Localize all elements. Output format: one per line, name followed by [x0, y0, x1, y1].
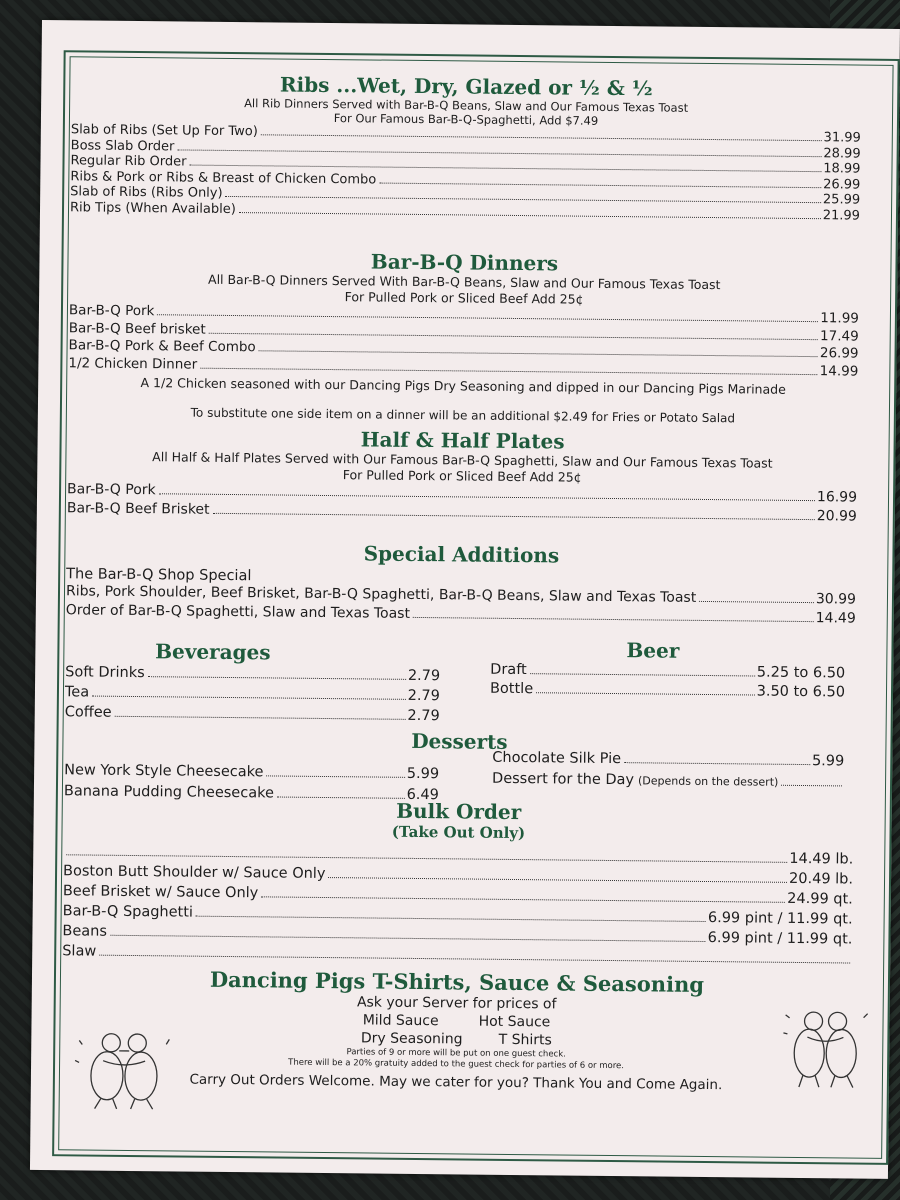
- menu-item-price: 20.49 lb.: [788, 870, 854, 888]
- menu-item-price: 26.99: [823, 176, 861, 193]
- menu-item-price: 11.99: [820, 310, 860, 327]
- half-title: Half & Half Plates: [360, 427, 565, 454]
- menu-item-row: [65, 702, 440, 726]
- dancing-pigs-right-icon: [779, 1003, 875, 1094]
- party-note-2: There will be a 20% gratuity added to the guest check for parties of 6 or more.: [288, 1057, 625, 1072]
- dot-leader: [209, 332, 818, 339]
- menu-item-name: Bar-B-Q Beef brisket: [68, 319, 206, 338]
- menu-item-name: Bar-B-Q Pork: [67, 481, 156, 499]
- mild-sauce-text: Mild Sauce: [362, 1012, 439, 1030]
- menu-item-price: 5.99: [406, 765, 440, 783]
- dot-leader: [99, 955, 850, 964]
- dancing-pigs-left-icon: [69, 1020, 180, 1111]
- menu-item-name: Order of Bar-B-Q Spaghetti, Slaw and Texas Toast: [65, 602, 411, 622]
- dot-leader: [110, 935, 706, 942]
- menu-item-price: 17.49: [819, 327, 859, 345]
- menu-item-name: Ribs & Pork or Ribs & Breast of Chicken Combo: [70, 168, 377, 188]
- menu-item-price: 24.99 qt.: [787, 890, 853, 908]
- menu-item-price: 2.79: [407, 687, 441, 705]
- menu-item-price: 30.99: [815, 591, 857, 608]
- menu-item-name: Boston Butt Shoulder w/ Sauce Only: [63, 863, 326, 883]
- dot-leader: [92, 696, 405, 700]
- half-note-2: For Pulled Pork or Sliced Beef Add 25¢: [342, 467, 582, 485]
- merch-section: [61, 965, 852, 1096]
- menu-item-name: New York Style Cheesecake: [64, 762, 264, 781]
- hot-sauce-text: Hot Sauce: [478, 1013, 551, 1031]
- dot-leader: [699, 601, 814, 603]
- menu-item-name: Beans: [62, 923, 108, 940]
- dinners-note-2: For Pulled Pork or Sliced Beef Add 25¢: [344, 289, 584, 307]
- dinners-section: [68, 246, 860, 427]
- menu-item-name: Bar-B-Q Pork & Beef Combo: [68, 337, 256, 356]
- bulk-subtitle: (Take Out Only): [391, 822, 526, 843]
- menu-item-price: 20.99: [816, 508, 857, 525]
- menu-item-name: Slab of Ribs (Ribs Only): [70, 184, 223, 201]
- menu-item-name: Regular Rib Order: [70, 153, 187, 170]
- menu-item-name: Banana Pudding Cheesecake: [63, 783, 275, 802]
- menu-item-name: Ribs, Pork Shoulder, Beef Brisket, Bar-B-Q Spaghetti, Bar-B-Q Beans, Slaw and Texas Toast: [65, 583, 697, 606]
- menu-item-name: Beef Brisket w/ Sauce Only: [62, 883, 259, 902]
- dot-leader: [261, 896, 785, 902]
- menu-item-price: 28.99: [823, 145, 861, 162]
- menu-item-note: (Depends on the dessert): [637, 774, 779, 789]
- dinners-note-1: All Bar-B-Q Dinners Served With Bar-B-Q Beans, Slaw and Our Famous Texas Toast: [207, 271, 721, 293]
- menu-item-price: 14.49: [815, 610, 856, 627]
- menu-page: [30, 20, 900, 1179]
- dry-seasoning-text: Dry Seasoning: [360, 1030, 463, 1048]
- dot-leader: [536, 692, 754, 695]
- menu-item-name: Draft: [490, 661, 527, 679]
- merch-title: Dancing Pigs T-Shirts, Sauce & Seasoning: [209, 966, 705, 997]
- chicken-note: A 1/2 Chicken seasoned with our Dancing Pigs Dry Seasoning and dipped in our Dancing Pigs Marinade: [140, 375, 786, 397]
- menu-item-price: 2.79: [407, 707, 440, 725]
- menu-item-name: 1/2 Chicken Dinner: [68, 354, 198, 373]
- ribs-title: Ribs ...Wet, Dry, Glazed or ½ & ½: [279, 72, 653, 101]
- dinners-item-list: [68, 302, 859, 380]
- dot-leader: [781, 785, 842, 787]
- menu-item-name: Bottle: [489, 680, 534, 698]
- tshirts-text: T Shirts: [498, 1031, 552, 1049]
- half-section: [67, 424, 858, 526]
- menu-item-price: 6.99 pint / 11.99 qt.: [707, 930, 853, 948]
- dot-leader: [115, 716, 406, 720]
- menu-item-name: Soft Drinks: [65, 664, 145, 682]
- beer-title: Beer: [626, 638, 680, 663]
- menu-item-name: Coffee: [64, 704, 112, 721]
- bulk-title: Bulk Order: [396, 798, 522, 825]
- menu-item-price: 21.99: [822, 207, 861, 224]
- half-note-1: All Half & Half Plates Served with Our Famous Bar-B-Q Spaghetti, Slaw and Our Famous Texas Toast: [152, 449, 773, 471]
- ask-server-text: Ask your Server for prices of: [356, 994, 557, 1013]
- ribs-note-1: All Rib Dinners Served with Bar-B-Q Beans, Slaw and Our Famous Texas Toast: [244, 96, 689, 115]
- dot-leader: [159, 493, 815, 501]
- menu-item-name: Rib Tips (When Available): [69, 199, 236, 217]
- menu-item-name: Bar-B-Q Beef Brisket: [66, 500, 210, 518]
- menu-item-price: 6.49: [406, 786, 439, 804]
- menu-item-name: Chocolate Silk Pie: [492, 749, 622, 768]
- menu-item-price: 26.99: [819, 345, 859, 362]
- menu-item-price: 14.49 lb.: [789, 850, 854, 868]
- dot-leader: [148, 676, 406, 680]
- menu-item-price: 16.99: [816, 489, 858, 506]
- menu-item-price: 14.99: [819, 362, 859, 380]
- menu-item-price: 6.99 pint / 11.99 qt.: [707, 910, 853, 928]
- dot-leader: [413, 617, 814, 622]
- menu-item-name: Bar-B-Q Pork: [68, 302, 155, 320]
- bulk-item-list: [62, 841, 853, 969]
- dot-leader: [196, 916, 706, 922]
- dot-leader: [530, 673, 755, 676]
- bulk-section: [62, 795, 854, 969]
- dot-leader: [624, 762, 810, 765]
- dot-leader: [266, 775, 404, 777]
- ribs-note-2: For Our Famous Bar-B-Q-Spaghetti, Add $7.49: [333, 111, 599, 128]
- menu-item-name: Slab of Ribs (Set Up For Two): [70, 122, 258, 140]
- menu-item-name: Tea: [64, 684, 90, 701]
- ribs-section: [70, 70, 861, 223]
- menu-item-price: 25.99: [822, 192, 861, 208]
- beer-section: [490, 637, 846, 703]
- beverages-item-list: [65, 662, 441, 726]
- menu-item-name: Dessert for the Day: [491, 770, 635, 789]
- substitute-note: To substitute one side item on a dinner will be an additional $2.49 for Fries or Potato Salad: [190, 405, 736, 426]
- menu-item-price: 5.99: [811, 753, 845, 770]
- menu-item-price: 3.50 to 6.50: [756, 683, 846, 701]
- menu-item-name: Slaw: [62, 943, 97, 960]
- shop-special-label: The Bar-B-Q Shop Special: [66, 566, 252, 585]
- dinners-title: Bar-B-Q Dinners: [370, 249, 559, 276]
- menu-item-row: [492, 769, 844, 794]
- beverages-section: [65, 638, 441, 726]
- dot-leader: [328, 877, 787, 883]
- closing-text: Carry Out Orders Welcome. May we cater for you? Thank You and Come Again.: [189, 1071, 723, 1094]
- menu-item-price: 18.99: [823, 161, 861, 177]
- dot-leader: [379, 182, 821, 188]
- ribs-item-list: [70, 122, 861, 223]
- dot-leader: [213, 513, 815, 520]
- dot-leader: [259, 350, 818, 357]
- desserts-title: Desserts: [411, 728, 508, 754]
- menu-item-name: Bar-B-Q Spaghetti: [62, 903, 194, 921]
- party-note-1: Parties of 9 or more will be put on one guest check.: [346, 1047, 566, 1060]
- desserts-right: [492, 748, 844, 794]
- menu-item-name: Boss Slab Order: [70, 137, 175, 154]
- menu-item-price: 31.99: [823, 130, 861, 146]
- menu-item-row: [490, 680, 845, 703]
- special-title: Special Additions: [363, 541, 560, 568]
- menu-item-price: 2.79: [407, 667, 441, 685]
- menu-item-row: [65, 662, 440, 686]
- special-section: [66, 538, 857, 628]
- menu-item-price: 5.25 to 6.50: [756, 664, 846, 682]
- dot-leader: [239, 212, 821, 219]
- beer-item-list: [490, 661, 845, 703]
- beverages-title: Beverages: [155, 639, 271, 665]
- dot-leader: [200, 367, 818, 374]
